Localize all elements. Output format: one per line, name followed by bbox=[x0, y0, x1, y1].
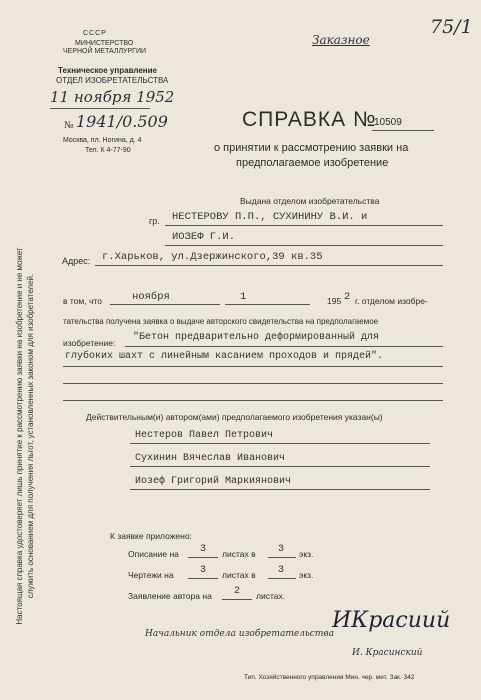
title-subtitle-1: о принятии к рассмотрению заявки на bbox=[214, 142, 409, 154]
body-year-suffix: 2 bbox=[344, 291, 351, 303]
title-label: СПРАВКА № bbox=[242, 108, 377, 131]
issued-to-2: ИОЗЕФ Г.И. bbox=[172, 231, 236, 243]
print-footer: Тип. Хозяйственного управления Мин. чер. мет. Зак. 342 bbox=[244, 674, 415, 681]
body-invention-1: "Бетон предварительно деформированный для bbox=[133, 332, 380, 343]
header-ministry-1: МИНИСТЕРСТВО bbox=[75, 40, 134, 47]
issued-to-label: гр. bbox=[149, 216, 160, 226]
title-number-line bbox=[372, 130, 434, 131]
author-1: Нестеров Павел Петрович bbox=[135, 430, 274, 441]
header-number-prefix: № bbox=[64, 120, 74, 131]
header-country: СССР bbox=[83, 30, 107, 37]
statement-count-line bbox=[222, 599, 252, 600]
author-3: Иозеф Григорий Маркиянович bbox=[135, 476, 292, 487]
signature-handwritten: ИКрасиий bbox=[332, 608, 451, 633]
header-ministry-2: ЧЕРНОЙ МЕТАЛЛУРГИИ bbox=[63, 48, 147, 55]
side-note: Настоящая справка удостоверяет лишь принятие к рассмотрению заявки на изобретение и не может служить основанием для получения льгот, установленных законом для изобретателей. bbox=[15, 247, 35, 625]
body-invention-2: глубоких шахт с линейным касанием проходов и прядей". bbox=[65, 351, 384, 362]
author-2: Сухинин Вячеслав Иванович bbox=[135, 453, 286, 464]
attachment-1-copies: 3 bbox=[278, 544, 285, 555]
signature-role: Начальник отдела изобретательства bbox=[145, 629, 334, 639]
header-number: 1941/0.509 bbox=[76, 112, 168, 131]
header-dept-2: ОТДЕЛ ИЗОБРЕТАТЕЛЬСТВА bbox=[56, 76, 169, 85]
header-address: Москва, пл. Ногина, д. 4 bbox=[63, 137, 142, 144]
attachment-2-mid: листах в bbox=[222, 570, 256, 580]
attachment-1-count-line bbox=[188, 557, 218, 558]
body-year-rest: г. отделом изобре- bbox=[355, 296, 428, 306]
issued-to-line-2 bbox=[165, 245, 443, 246]
body-blank-line-2 bbox=[63, 400, 443, 401]
body-invention-label: изобретение: bbox=[63, 338, 116, 348]
body-in-that: в том, что bbox=[63, 296, 102, 306]
issued-to-line-1 bbox=[165, 225, 443, 226]
attachment-1-copies-line bbox=[268, 557, 296, 558]
header-date: 11 ноября 1952 bbox=[50, 88, 175, 106]
attachment-2-count-line bbox=[188, 578, 218, 579]
body-month: ноября bbox=[132, 291, 170, 303]
issued-to-1: НЕСТЕРОВУ П.П., СУХИНИНУ В.И. и bbox=[172, 211, 368, 223]
registered-stamp: Заказное bbox=[312, 33, 370, 47]
header-dept-1: Техническое управление bbox=[58, 66, 157, 75]
address-value: г.Харьков, ул.Дзержинского,39 кв.35 bbox=[102, 251, 323, 263]
attachment-2-count: 3 bbox=[200, 565, 207, 576]
body-month-line bbox=[110, 304, 220, 305]
signature-name: И. Красинский bbox=[352, 648, 423, 658]
attachment-2-copies: 3 bbox=[278, 565, 285, 576]
attachment-2-copies-line bbox=[268, 578, 296, 579]
body-blank-line-1 bbox=[63, 383, 443, 384]
address-label: Адрес: bbox=[62, 256, 91, 266]
body-invention-line-2 bbox=[63, 366, 443, 367]
title-subtitle-2: предполагаемое изобретение bbox=[236, 157, 389, 169]
attachment-2-prefix: Чертежи на bbox=[128, 570, 174, 580]
issued-label: Выдана отделом изобретательства bbox=[240, 196, 380, 206]
body-day-line bbox=[225, 304, 310, 305]
address-line bbox=[95, 265, 443, 266]
corner-mark: 75/1 bbox=[430, 16, 473, 38]
body-line-2: тательства получена заявка о выдаче авторского свидетельства на предполагаемое bbox=[63, 317, 379, 326]
authors-label: Действительным(и) автором(ами) предполагаемого изобретения указан(ы) bbox=[86, 412, 383, 422]
statement-prefix: Заявление автора на bbox=[128, 591, 212, 601]
header-phone: Тел. К 4-77-90 bbox=[85, 147, 131, 154]
attachments-label: К заявке приложено: bbox=[110, 531, 192, 541]
body-day: 1 bbox=[240, 291, 247, 303]
body-year-prefix: 195 bbox=[327, 296, 342, 306]
attachment-1-count: 3 bbox=[200, 544, 207, 555]
attachment-1-suffix: экз. bbox=[299, 549, 314, 559]
body-invention-line-1 bbox=[125, 346, 443, 347]
attachment-1-prefix: Описание на bbox=[128, 549, 179, 559]
attachment-1-mid: листах в bbox=[222, 549, 256, 559]
header-date-line bbox=[50, 108, 150, 109]
author-line-3 bbox=[130, 489, 430, 490]
title-number: 10509 bbox=[374, 117, 402, 128]
statement-suffix: листах. bbox=[256, 591, 286, 601]
statement-count: 2 bbox=[234, 586, 241, 597]
author-line-2 bbox=[130, 466, 430, 467]
attachment-2-suffix: экз. bbox=[299, 570, 314, 580]
author-line-1 bbox=[130, 443, 430, 444]
